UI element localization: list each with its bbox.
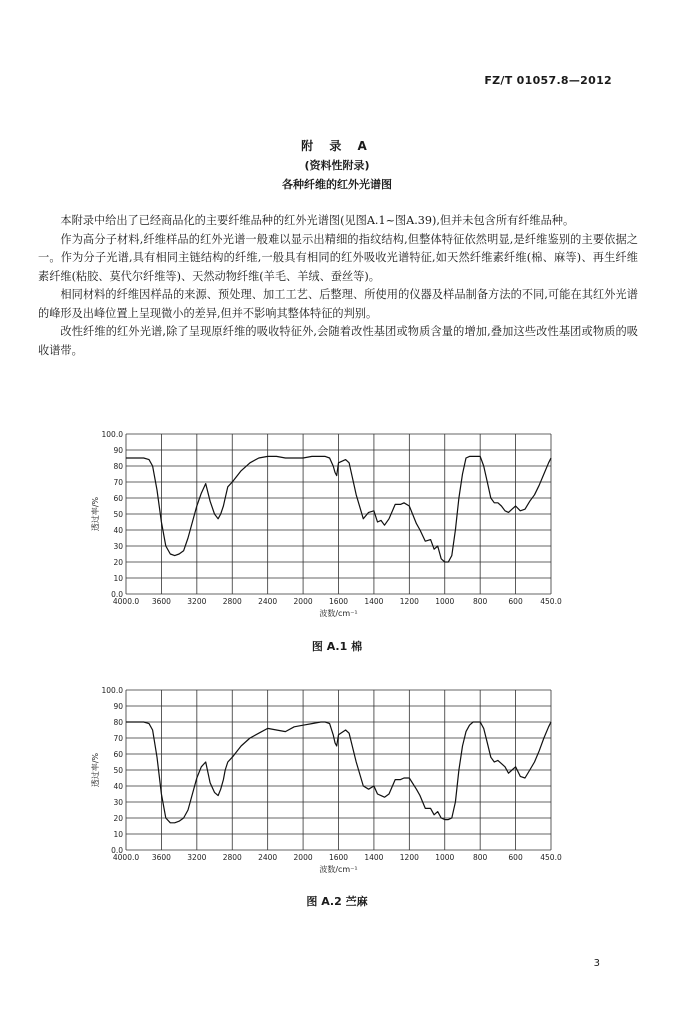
x-tick-label: 3600 [151, 597, 171, 606]
ir-spectrum-chart-ramie [86, 682, 576, 882]
y-tick-label: 40 [113, 526, 123, 535]
appendix-heading: 各种纤维的红外光谱图 [282, 178, 392, 191]
x-tick-label: 800 [473, 853, 488, 862]
x-tick-label: 3200 [187, 853, 207, 862]
x-axis-label: 波数/cm⁻¹ [319, 609, 358, 618]
y-tick-label: 70 [113, 734, 123, 743]
chart-grid [126, 690, 551, 850]
y-tick-label: 30 [113, 798, 123, 807]
paragraph: 改性纤维的红外光谱,除了呈现原纤维的吸收特征外,会随着改性基团或物质含量的增加,叠加这些改性基团或物质的吸收谱带。 [38, 325, 638, 357]
x-tick-label: 3600 [151, 853, 171, 862]
x-tick-label: 2000 [293, 853, 313, 862]
y-tick-label: 0.0 [111, 846, 123, 855]
x-tick-label: 4000.0 [112, 597, 140, 606]
x-tick-label: 450.0 [540, 597, 562, 606]
y-tick-label: 90 [113, 446, 123, 455]
y-tick-label: 60 [113, 750, 123, 759]
y-tick-label: 0.0 [111, 590, 123, 599]
x-tick-label: 3200 [187, 597, 207, 606]
x-tick-label: 600 [508, 853, 523, 862]
paragraph: 作为高分子材料,纤维样品的红外光谱一般难以显示出精细的指纹结构,但整体特征依然明显,是纤维鉴别的主要依据之一。作为分子光谱,具有相同主链结构的纤维,一般具有相同的红外吸收光谱特征,如天然纤维素纤维(棉、麻等)、再生纤维素纤维(粘胶、莫代尔纤维等)、天然动物纤维(羊毛、羊绒、蚕丝等)。 [38, 232, 638, 283]
appendix-note: (资料性附录) [304, 159, 370, 172]
y-tick-label: 80 [113, 462, 123, 471]
x-tick-label: 800 [473, 597, 488, 606]
x-axis-label: 波数/cm⁻¹ [319, 865, 358, 874]
y-tick-label: 80 [113, 718, 123, 727]
x-tick-label: 1000 [435, 597, 455, 606]
y-tick-label: 100.0 [101, 686, 123, 695]
x-tick-label: 1400 [364, 597, 384, 606]
x-tick-label: 2800 [222, 597, 242, 606]
y-tick-label: 10 [113, 574, 123, 583]
x-tick-label: 1400 [364, 853, 384, 862]
page-number: 3 [593, 958, 600, 969]
y-tick-label: 30 [113, 542, 123, 551]
y-tick-label: 50 [113, 510, 123, 519]
y-tick-label: 90 [113, 702, 123, 711]
x-tick-label: 1600 [328, 597, 349, 606]
y-tick-label: 10 [113, 830, 123, 839]
x-tick-label: 1200 [399, 597, 419, 606]
chart-svg [86, 682, 576, 882]
y-tick-label: 20 [113, 558, 123, 567]
y-tick-label: 20 [113, 814, 123, 823]
y-tick-label: 50 [113, 766, 123, 775]
y-axis-label: 透过率/% [91, 752, 100, 788]
x-tick-label: 450.0 [540, 853, 562, 862]
figure-caption: 图 A.1 棉 [311, 640, 363, 653]
y-tick-label: 100.0 [101, 430, 123, 439]
x-tick-label: 2400 [258, 853, 278, 862]
y-tick-label: 60 [113, 494, 123, 503]
standard-code: FZ/T 01057.8—2012 [484, 74, 612, 87]
x-tick-label: 2800 [222, 853, 242, 862]
x-tick-label: 2400 [258, 597, 278, 606]
body-text [38, 212, 638, 360]
chart-grid [126, 434, 551, 594]
x-tick-label: 2000 [293, 597, 313, 606]
ir-spectrum-chart-cotton [86, 426, 576, 626]
paragraph: 本附录中给出了已经商品化的主要纤维品种的红外光谱图(见图A.1~图A.39),但并未包含所有纤维品种。 [60, 214, 575, 227]
x-tick-label: 600 [508, 597, 523, 606]
y-axis-label: 透过率/% [91, 496, 100, 532]
paragraph: 相同材料的纤维因样品的来源、预处理、加工工艺、后整理、所使用的仪器及样品制备方法的不同,可能在其红外光谱的峰形及出峰位置上呈现微小的差异,但并不影响其整体特征的判别。 [38, 288, 638, 320]
appendix-title: 附 录 A [301, 139, 373, 153]
x-tick-label: 1200 [399, 853, 419, 862]
figure-caption: 图 A.2 苎麻 [306, 895, 368, 908]
x-tick-label: 1000 [435, 853, 455, 862]
x-tick-label: 1600 [328, 853, 349, 862]
y-tick-label: 70 [113, 478, 123, 487]
chart-svg [86, 426, 576, 626]
x-tick-label: 4000.0 [112, 853, 140, 862]
y-tick-label: 40 [113, 782, 123, 791]
